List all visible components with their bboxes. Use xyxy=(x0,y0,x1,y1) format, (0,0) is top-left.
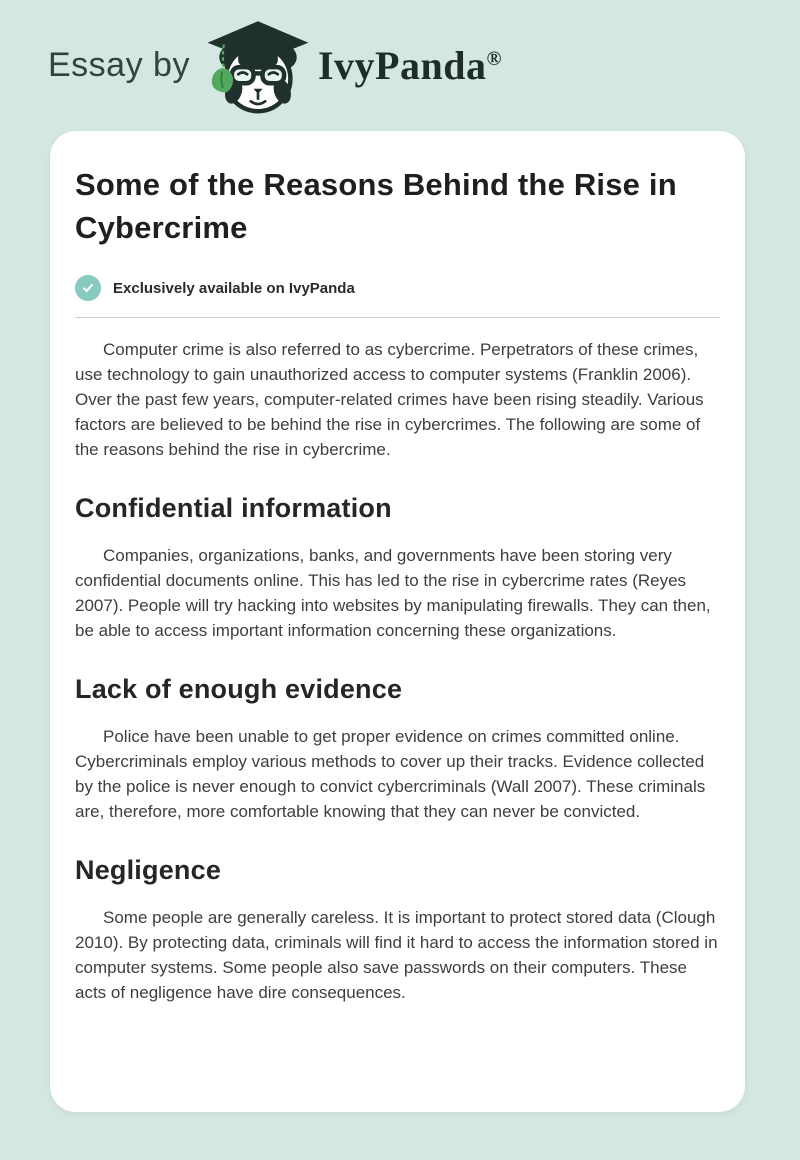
brand-name: IvyPanda xyxy=(317,43,487,88)
section-heading: Negligence xyxy=(75,855,222,885)
exclusive-badge xyxy=(75,275,720,301)
exclusive-badge-label: Exclusively available on IvyPanda xyxy=(113,279,355,297)
section-paragraph: Police have been unable to get proper evidence on crimes committed online. Cybercriminals employ various methods to cover up their tracks. Evidence collected by the police is never enough to convict cybercriminals (Wall 2007). These criminals are, therefore, more comfortable knowing that they can never be convicted. xyxy=(75,727,706,821)
intro-paragraph: Computer crime is also referred to as cybercrime. Perpetrators of these crimes, use technology to gain unauthorized access to computer systems (Franklin 2006). Over the past few years, computer-related crimes have been rising steadily. Various factors are believed to be behind the rise in cybercrimes. The following are some of the reasons behind the rise in cybercrime. xyxy=(75,340,704,459)
divider xyxy=(75,317,720,318)
essay-card xyxy=(50,131,745,1112)
section-confidential-information xyxy=(75,493,720,643)
essay-by-label: Essay by xyxy=(48,46,190,84)
section-heading: Confidential information xyxy=(75,493,392,523)
section-negligence xyxy=(75,855,720,1005)
section-paragraph: Some people are generally careless. It is important to protect stored data (Clough 2010). By protecting data, criminals will find it hard to access the information stored in computer systems. Some people also save passwords on their computers. These acts of negligence have dire consequences. xyxy=(75,908,718,1002)
section-heading: Lack of enough evidence xyxy=(75,674,403,704)
panda-graduate-icon xyxy=(204,18,312,118)
brand-wordmark xyxy=(318,42,502,89)
page-header xyxy=(0,0,800,131)
check-icon xyxy=(75,275,101,301)
essay-title: Some of the Reasons Behind the Rise in Cybercrime xyxy=(75,167,677,245)
registered-mark: ® xyxy=(486,48,502,70)
section-paragraph: Companies, organizations, banks, and governments have been storing very confidential documents online. This has led to the rise in cybercrime rates (Reyes 2007). People will try hacking into websites by manipulating firewalls. They can then, be able to access important information concerning these organizations. xyxy=(75,546,711,640)
section-lack-of-evidence xyxy=(75,674,720,824)
